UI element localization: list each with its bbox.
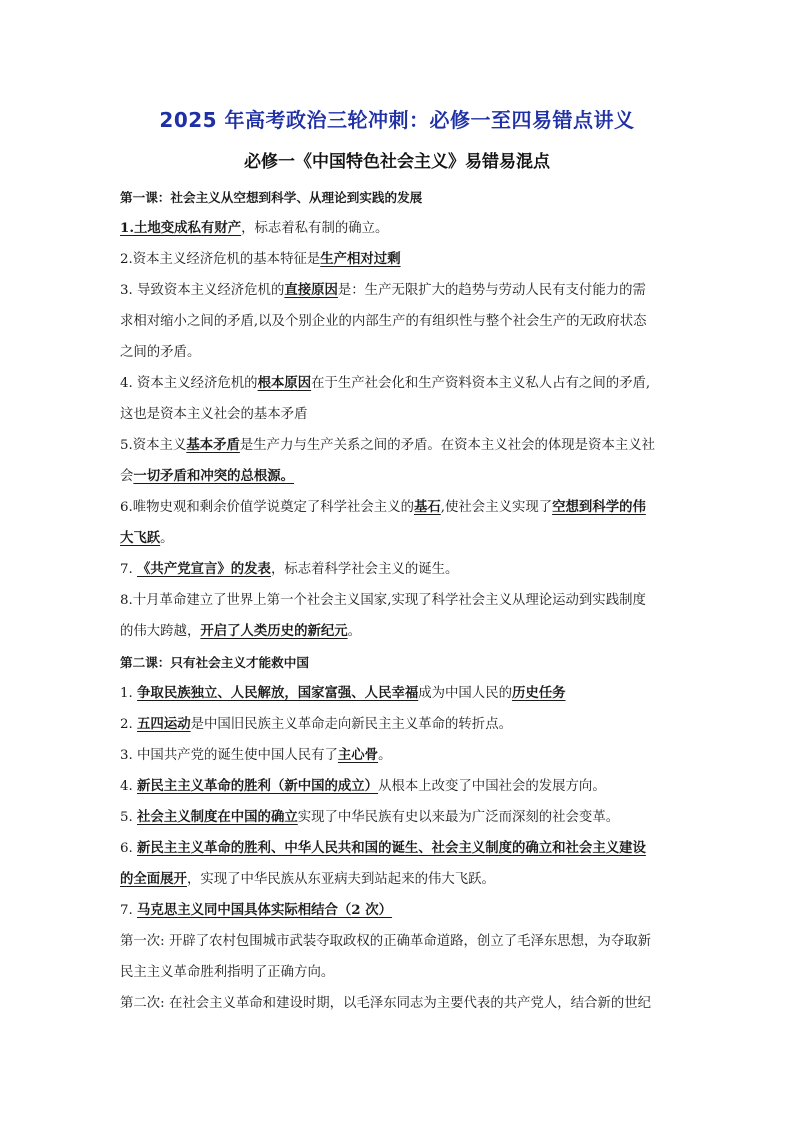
- lesson2-point-1: 1. 争取民族独立、人民解放，国家富强、人民幸福成为中国人民的历史任务: [120, 685, 566, 701]
- lesson2-point-7-first: 第一次: 开辟了农村包围城市武装夺取政权的正确革命道路，创立了毛泽东思想，为夺取新: [120, 934, 651, 949]
- lesson1-point-3-cont: 之间的矛盾。: [120, 345, 201, 360]
- lesson1-point-8-cont: 的伟大跨越，开启了人类历史的新纪元。: [120, 623, 362, 639]
- lesson1-point-5-cont: 会一切矛盾和冲突的总根源。: [120, 468, 295, 484]
- lesson2-point-6: 6. 新民主主义革命的胜利、中华人民共和国的诞生、社会主义制度的确立和社会主义建设: [120, 840, 646, 856]
- lesson1-point-2: 2.资本主义经济危机的基本特征是生产相对过剩: [120, 251, 401, 267]
- lesson1-point-4: 4. 资本主义经济危机的根本原因在于生产社会化和生产资料资本主义私人占有之间的矛盾,: [120, 375, 651, 391]
- lesson1-point-3: 3. 导致资本主义经济危机的直接原因是：生产无限扩大的趋势与劳动人民有支付能力的需: [120, 282, 646, 298]
- lesson1-point-1: 1.土地变成私有财产，标志着私有制的确立。: [120, 220, 389, 236]
- lesson2-point-2: 2. 五四运动是中国旧民族主义革命走向新民主主义革命的转折点。: [120, 716, 512, 732]
- document-title: 2025 年高考政治三轮冲刺：必修一至四易错点讲义: [159, 108, 635, 132]
- lesson2-point-5: 5. 社会主义制度在中国的确立实现了中华民族有史以来最为广泛而深刻的社会变革。: [120, 809, 620, 825]
- lesson1-point-7: 7. 《共产党宣言》的发表，标志着科学社会主义的诞生。: [120, 561, 459, 577]
- lesson1-point-4-cont: 这也是资本主义社会的基本矛盾: [120, 407, 308, 422]
- lesson1-point-5: 5.资本主义基本矛盾是生产力与生产关系之间的矛盾。在资本主义社会的体现是资本主义社: [120, 437, 656, 453]
- lesson1-point-3-cont: 求相对缩小之间的矛盾,以及个别企业的内部生产的有组织性与整个社会生产的无政府状态: [120, 314, 647, 329]
- lesson1-point-8: 8.十月革命建立了世界上第一个社会主义国家,实现了科学社会主义从理论运动到实践制度: [120, 593, 646, 608]
- lesson1-point-6-cont: 大飞跃。: [120, 530, 174, 546]
- lesson2-point-7-second: 第二次: 在社会主义革命和建设时期，以毛泽东同志为主要代表的共产党人，结合新的世纪: [120, 996, 651, 1011]
- document-subtitle: 必修一《中国特色社会主义》易错易混点: [244, 152, 550, 172]
- lesson2-point-4: 4. 新民主主义革命的胜利（新中国的成立）从根本上改变了中国社会的发展方向。: [120, 778, 606, 794]
- lesson2-point-6-cont: 的全面展开，实现了中华民族从东亚病夫到站起来的伟大飞跃。: [120, 871, 495, 887]
- lesson1-heading: 第一课：社会主义从空想到科学、从理论到实践的发展: [120, 190, 423, 205]
- lesson2-point-3: 3. 中国共产党的诞生使中国人民有了主心骨。: [120, 747, 392, 763]
- lesson1-point-6: 6.唯物史观和剩余价值学说奠定了科学社会主义的基石,使社会主义实现了空想到科学的伟: [120, 499, 646, 515]
- document-body: [120, 182, 678, 1019]
- lesson2-heading: 第二课：只有社会主义才能救中国: [120, 655, 309, 670]
- lesson2-point-7-first-cont: 民主主义革命胜利指明了正确方向。: [120, 965, 335, 980]
- lesson2-point-7: 7. 马克思主义同中国具体实际相结合（2 次）: [120, 902, 393, 918]
